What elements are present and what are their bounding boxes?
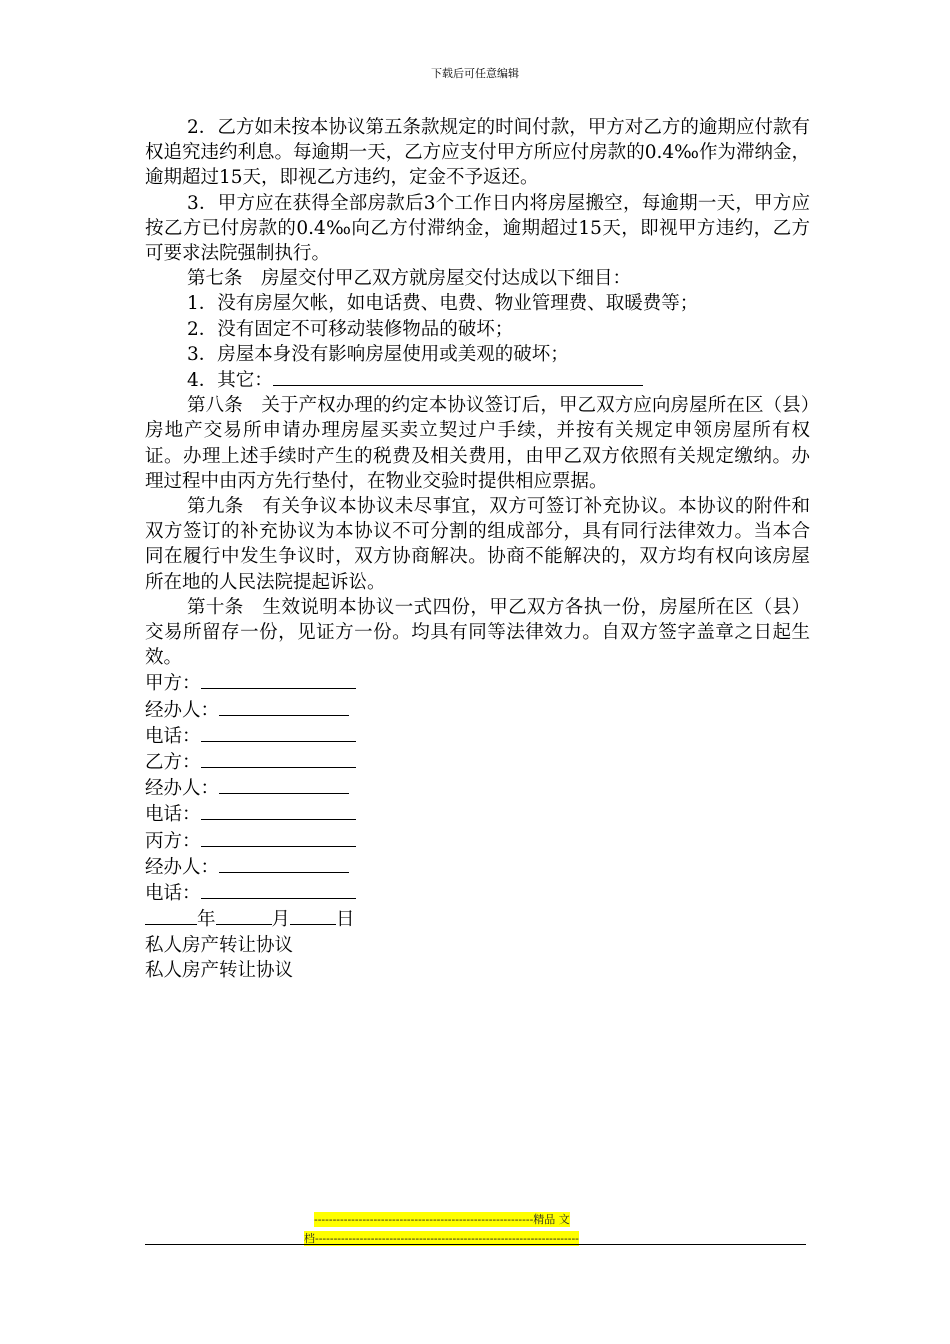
signature-blank xyxy=(219,775,349,794)
document-body xyxy=(145,115,810,983)
clause-6-item-3: 3．甲方应在获得全部房款后3个工作日内将房屋搬空，每逾期一天，甲方应按乙方已付房款的0.4‰向乙方付滞纳金，逾期超过15天，即视甲方违约，乙方可要求法院强制执行。 xyxy=(145,192,810,265)
signature-blank xyxy=(219,854,349,873)
other-item-label: 4．其它： xyxy=(187,370,273,392)
signature-party-a-agent: 经办人： xyxy=(145,697,810,723)
signature-block xyxy=(145,670,810,932)
signature-blank xyxy=(219,697,349,716)
document-title: 私人房产转让协议 xyxy=(145,934,294,956)
clause-9: 第九条 有关争议本协议未尽事宜，双方可签订补充协议。本协议的附件和双方签订的补充协议为本协议不可分割的组成部分，具有同行法律效力。当本合同在履行中发生争议时，双方协商解决。协商不能解决的，双方均有权向该房屋所在地的人民法院提起诉讼。 xyxy=(145,496,810,593)
signature-party-b-phone: 电话： xyxy=(145,801,810,827)
year-blank xyxy=(145,906,197,925)
signature-party-c-phone: 电话： xyxy=(145,880,810,906)
signature-blank xyxy=(201,670,356,689)
clause-8: 第八条 关于产权办理的约定本协议签订后，甲乙双方应向房屋所在区（县）房地产交易所申请办理房屋买卖立契过户手续，并按有关规定申领房屋所有权证。办理上述手续时产生的税费及相关费用，由甲乙双方依照有关规定缴纳。办理过程中由丙方先行垫付，在物业交验时提供相应票据。 xyxy=(145,395,810,492)
document-title-repeat: 私人房产转让协议 xyxy=(145,959,294,981)
signature-party-b-agent: 经办人： xyxy=(145,775,810,801)
signature-blank xyxy=(201,828,356,847)
clause-7-heading: 第七条 房屋交付甲乙双方就房屋交付达成以下细目： xyxy=(187,268,632,290)
day-blank xyxy=(290,906,336,925)
footer-line-2: 档----------------------------------------------------------------------- xyxy=(304,1232,579,1245)
signature-blank xyxy=(201,749,356,768)
signature-blank xyxy=(201,723,356,742)
signature-party-c: 丙方： xyxy=(145,828,810,854)
clause-7-item-3: 3．房屋本身没有影响房屋使用或美观的破坏； xyxy=(187,343,569,365)
footer-rule xyxy=(145,1244,806,1245)
date-line: 年 月 日 xyxy=(145,906,810,932)
clause-10: 第十条 生效说明本协议一式四份，甲乙双方各执一份，房屋所在区（县）交易所留存一份，见证方一份。均具有同等法律效力。自双方签字盖章之日起生效。 xyxy=(145,596,810,669)
month-blank xyxy=(216,906,272,925)
clause-6-item-2: 2．乙方如未按本协议第五条款规定的时间付款，甲方对乙方的逾期应付款有权追究违约利息。每逾期一天，乙方应支付甲方所应付房款的0.4‰作为滞纳金，逾期超过15天，即视乙方违约，定金不予返还。 xyxy=(145,117,810,189)
clause-7-item-2: 2．没有固定不可移动装修物品的破坏； xyxy=(187,318,514,340)
other-item-blank xyxy=(273,367,643,386)
header-note: 下载后可任意编辑 xyxy=(431,67,519,80)
signature-blank xyxy=(201,801,356,820)
clause-7-item-1: 1．没有房屋欠帐，如电话费、电费、物业管理费、取暖费等； xyxy=(187,293,699,315)
signature-party-c-agent: 经办人： xyxy=(145,854,810,880)
signature-party-a-phone: 电话： xyxy=(145,723,810,749)
signature-party-b: 乙方： xyxy=(145,749,810,775)
clause-7-item-4 xyxy=(145,367,810,393)
signature-party-a: 甲方： xyxy=(145,670,810,696)
signature-blank xyxy=(201,880,356,899)
footer-line-1: -----------------------------------------------------------精品 文 xyxy=(314,1213,570,1226)
